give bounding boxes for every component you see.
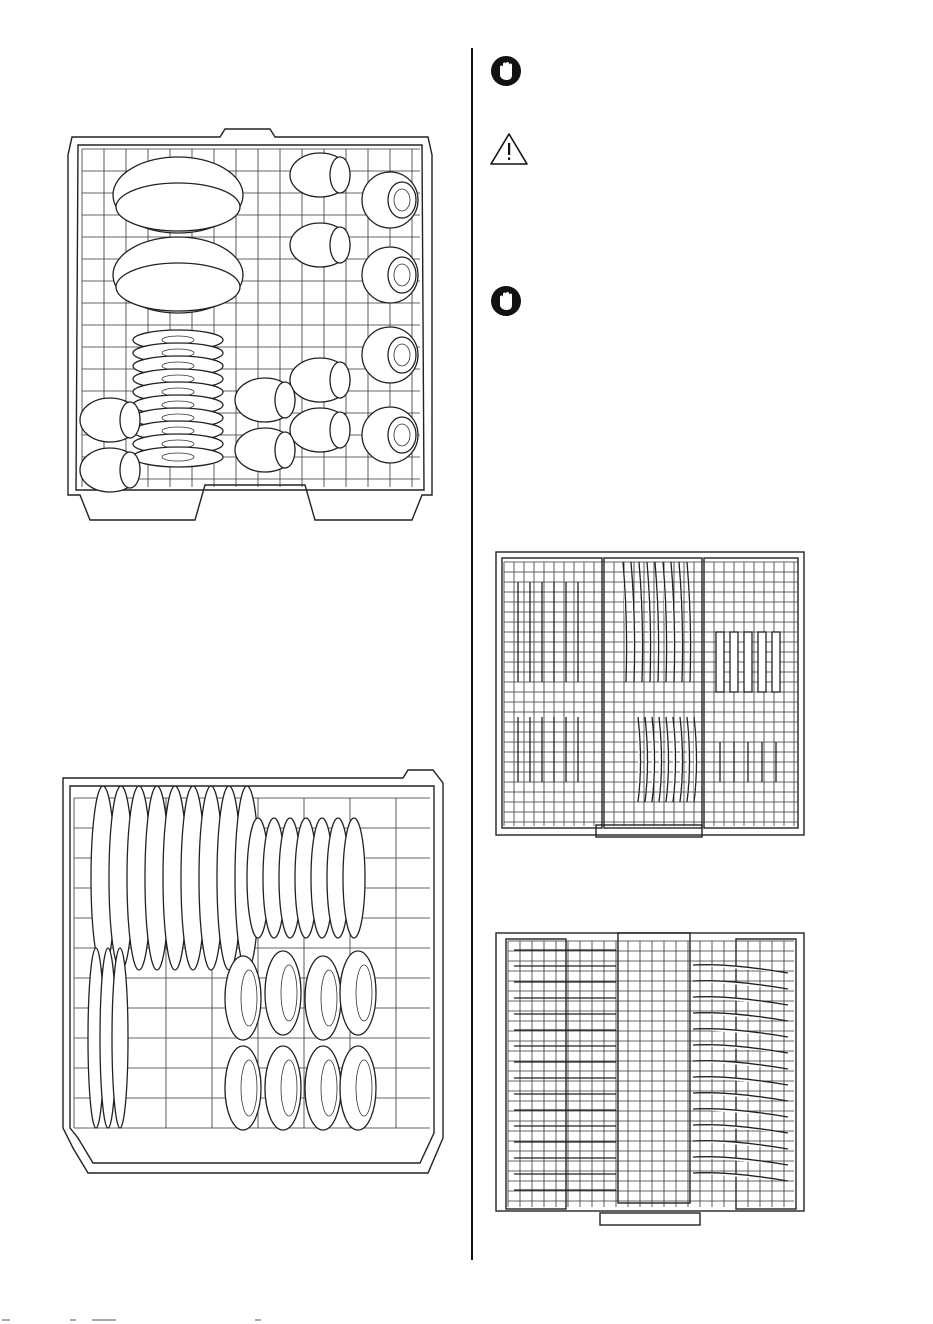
lower-rack-figure xyxy=(58,768,448,1193)
spoon xyxy=(758,632,766,692)
fork xyxy=(645,717,648,802)
bowl xyxy=(340,951,376,1035)
page-footer-marks xyxy=(0,1316,933,1324)
fork xyxy=(694,717,697,802)
fork xyxy=(687,717,690,802)
cutlery-piece xyxy=(693,965,788,973)
cutlery-piece xyxy=(693,1029,788,1037)
spoon xyxy=(744,632,752,692)
cutlery-piece xyxy=(693,1109,788,1117)
warning-triangle-icon xyxy=(489,132,529,166)
spoon xyxy=(772,632,780,692)
cutlery-tray-vertical-figure xyxy=(488,542,812,844)
hand-stop-icon xyxy=(489,284,523,318)
bowl xyxy=(340,1046,376,1130)
bowl xyxy=(305,956,341,1040)
cutlery-piece xyxy=(693,1045,788,1053)
cutlery-piece xyxy=(693,1141,788,1149)
fork xyxy=(659,717,662,802)
cutlery-piece xyxy=(693,1013,788,1021)
hand-stop-icon xyxy=(489,54,523,88)
fork xyxy=(638,717,641,802)
cutlery-piece xyxy=(693,981,788,989)
column-divider xyxy=(471,48,473,1260)
plate xyxy=(343,818,365,938)
spoon xyxy=(730,632,738,692)
cutlery-piece xyxy=(693,1061,788,1069)
cutlery-piece xyxy=(693,1093,788,1101)
cutlery-tray-horizontal-figure xyxy=(488,925,812,1230)
cutlery-piece xyxy=(693,1125,788,1133)
plate xyxy=(112,948,128,1128)
cutlery-piece xyxy=(693,1173,788,1181)
bowl xyxy=(265,951,301,1035)
fork xyxy=(673,717,676,802)
spoon xyxy=(716,632,724,692)
bowl xyxy=(225,956,261,1040)
upper-rack-figure xyxy=(60,125,440,525)
bowl xyxy=(225,1046,261,1130)
fork xyxy=(666,717,669,802)
saucer xyxy=(133,447,223,467)
bowl xyxy=(305,1046,341,1130)
bowl xyxy=(265,1046,301,1130)
fork xyxy=(680,717,683,802)
